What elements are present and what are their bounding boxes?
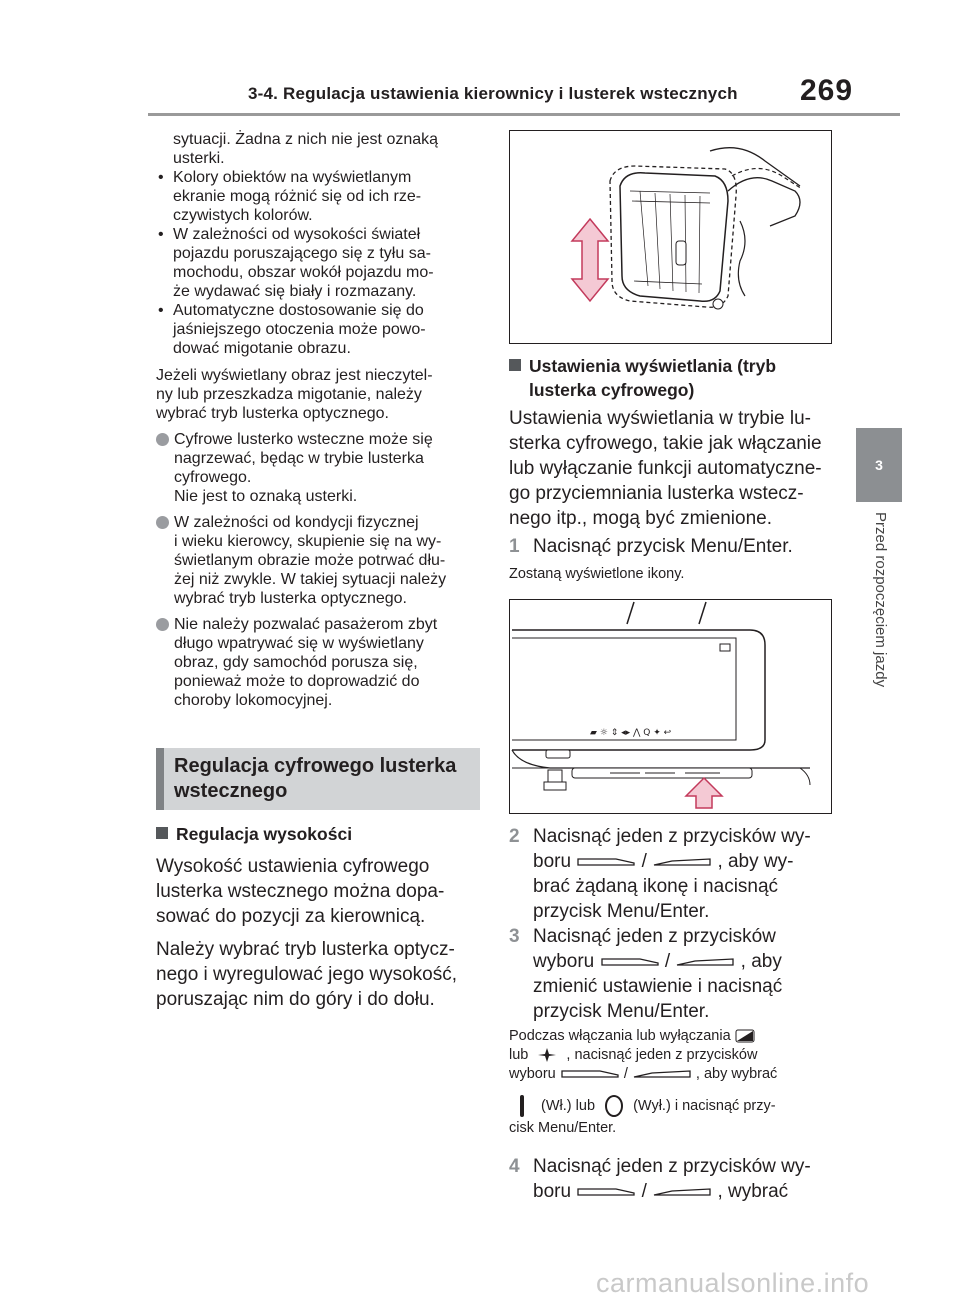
step-note: Zostaną wyświetlone ikony.: [509, 566, 685, 582]
subheading: Regulacja wysokości: [156, 822, 486, 847]
svg-text:▰ ☼ ⇕ ◂▸ ⋀ Q ✦ ↩: ▰ ☼ ⇕ ◂▸ ⋀ Q ✦ ↩: [590, 728, 672, 738]
select-left-button-icon: [600, 957, 660, 967]
left-column-top: [156, 130, 486, 710]
mirror-height-illustration: [509, 130, 832, 344]
note-item: W zależności od kondycji fizycznej i wieku kierowcy, skupienie się na wy- świetlanym obrazie może potrwać dłu- żej niż zwykle. W takiej sytuacji należy wybrać tryb lusterka optycznego.: [156, 513, 486, 608]
on-bar-icon: [509, 1093, 537, 1119]
off-circle-icon: [599, 1094, 629, 1118]
running-header: 3-4. Regulacja ustawienia kierownicy i lusterek wstecznych: [248, 84, 738, 103]
chapter-label: Przed rozpoczęciem jazdy: [872, 512, 889, 688]
select-right-button-icon: [652, 1187, 712, 1197]
paragraph: Ustawienia wyświetlania w trybie lu- sterka cyfrowego, takie jak włączanie lub wyłączanie funkcji automatyczne- go przyciemniania lusterka wstecz- nego itp., mogą być zmienione.: [509, 408, 822, 529]
select-left-button-icon: [576, 1187, 636, 1197]
page-number: 269: [800, 74, 854, 107]
subheading-display-settings: Ustawienia wyświetlania (tryb lusterka cyfrowego): [509, 354, 839, 402]
sparkle-icon: [532, 1047, 562, 1063]
auto-dim-icon: [735, 1029, 755, 1043]
select-left-button-icon: [576, 857, 636, 867]
chapter-tab[interactable]: 3: [856, 428, 902, 502]
section-heading: Regulacja cyfrowego lusterka wstecznego: [156, 748, 480, 810]
paragraph: Jeżeli wyświetlany obraz jest nieczytel- ny lub przeszkadza migotanie, należy wybrać tryb lusterka optycznego.: [156, 367, 433, 422]
circle-bullet-icon: [156, 433, 169, 446]
note-item: Cyfrowe lusterko wsteczne może się nagrzewać, będąc w trybie lusterka cyfrowego. Nie jest to oznaką usterki.: [156, 430, 486, 506]
bullet-item: • Automatyczne dostosowanie się do jaśniejszego otoczenia może powo- dować migotanie obrazu.: [158, 302, 426, 357]
paragraph: Wysokość ustawienia cyfrowego lusterka wstecznego można dopa- sować do pozycji za kierownicą.: [156, 856, 445, 927]
mirror-menu-illustration: [509, 599, 832, 814]
square-bullet-icon: [156, 827, 168, 839]
paragraph: Należy wybrać tryb lusterka optycz- nego i wyregulować jego wysokość, poruszając nim do góry i do dołu.: [156, 939, 457, 1010]
step-4: 4 Nacisnąć jeden z przycisków wy- boru / , wybrać: [509, 1156, 811, 1202]
left-column-bottom: [156, 822, 486, 1012]
note-item: Nie należy pozwalać pasażerom zbyt długo wpatrywać się w wyświetlany obraz, gdy samochód porusza się, ponieważ może to doprowadzić do choroby lokomocyjnej.: [156, 615, 486, 710]
step-3: 3 Nacisnąć jeden z przycisków wyboru / , aby zmienić ustawienie i nacisnąć przycisk Menu/Enter.: [509, 926, 783, 1022]
bullet-item: • W zależności od wysokości świateł pojazdu poruszającego się z tyłu sa- mochodu, obszar wokół pojazdu mo- że wydawać się biały i rozmazany.: [158, 226, 434, 300]
select-right-button-icon: [675, 957, 735, 967]
step-2: 2 Nacisnąć jeden z przycisków wy- boru / , aby wy- brać żądaną ikonę i nacisnąć przycisk Menu/Enter.: [509, 826, 811, 922]
square-bullet-icon: [509, 359, 521, 371]
continued-text: sytuacji. Żadna z nich nie jest oznaką usterki.: [173, 131, 439, 167]
header-rule: [148, 113, 900, 116]
step-1: 1 Nacisnąć przycisk Menu/Enter.: [509, 536, 793, 557]
select-right-button-icon: [632, 1069, 692, 1079]
watermark[interactable]: carmanualsonline.info: [596, 1268, 870, 1298]
select-left-button-icon: [560, 1069, 620, 1079]
note-block: Podczas włączania lub wyłączania lub , nacisnąć jeden z przycisków wyboru / , aby wybrać (Wł.) lub (Wył.) i nacisnąć przy- cisk Menu/Enter.: [509, 1028, 778, 1136]
bullet-item: • Kolory obiektów na wyświetlanym ekranie mogą różnić się od ich rze- czywistych kolorów.: [158, 169, 422, 224]
circle-bullet-icon: [156, 516, 169, 529]
select-right-button-icon: [652, 857, 712, 867]
circle-bullet-icon: [156, 618, 169, 631]
